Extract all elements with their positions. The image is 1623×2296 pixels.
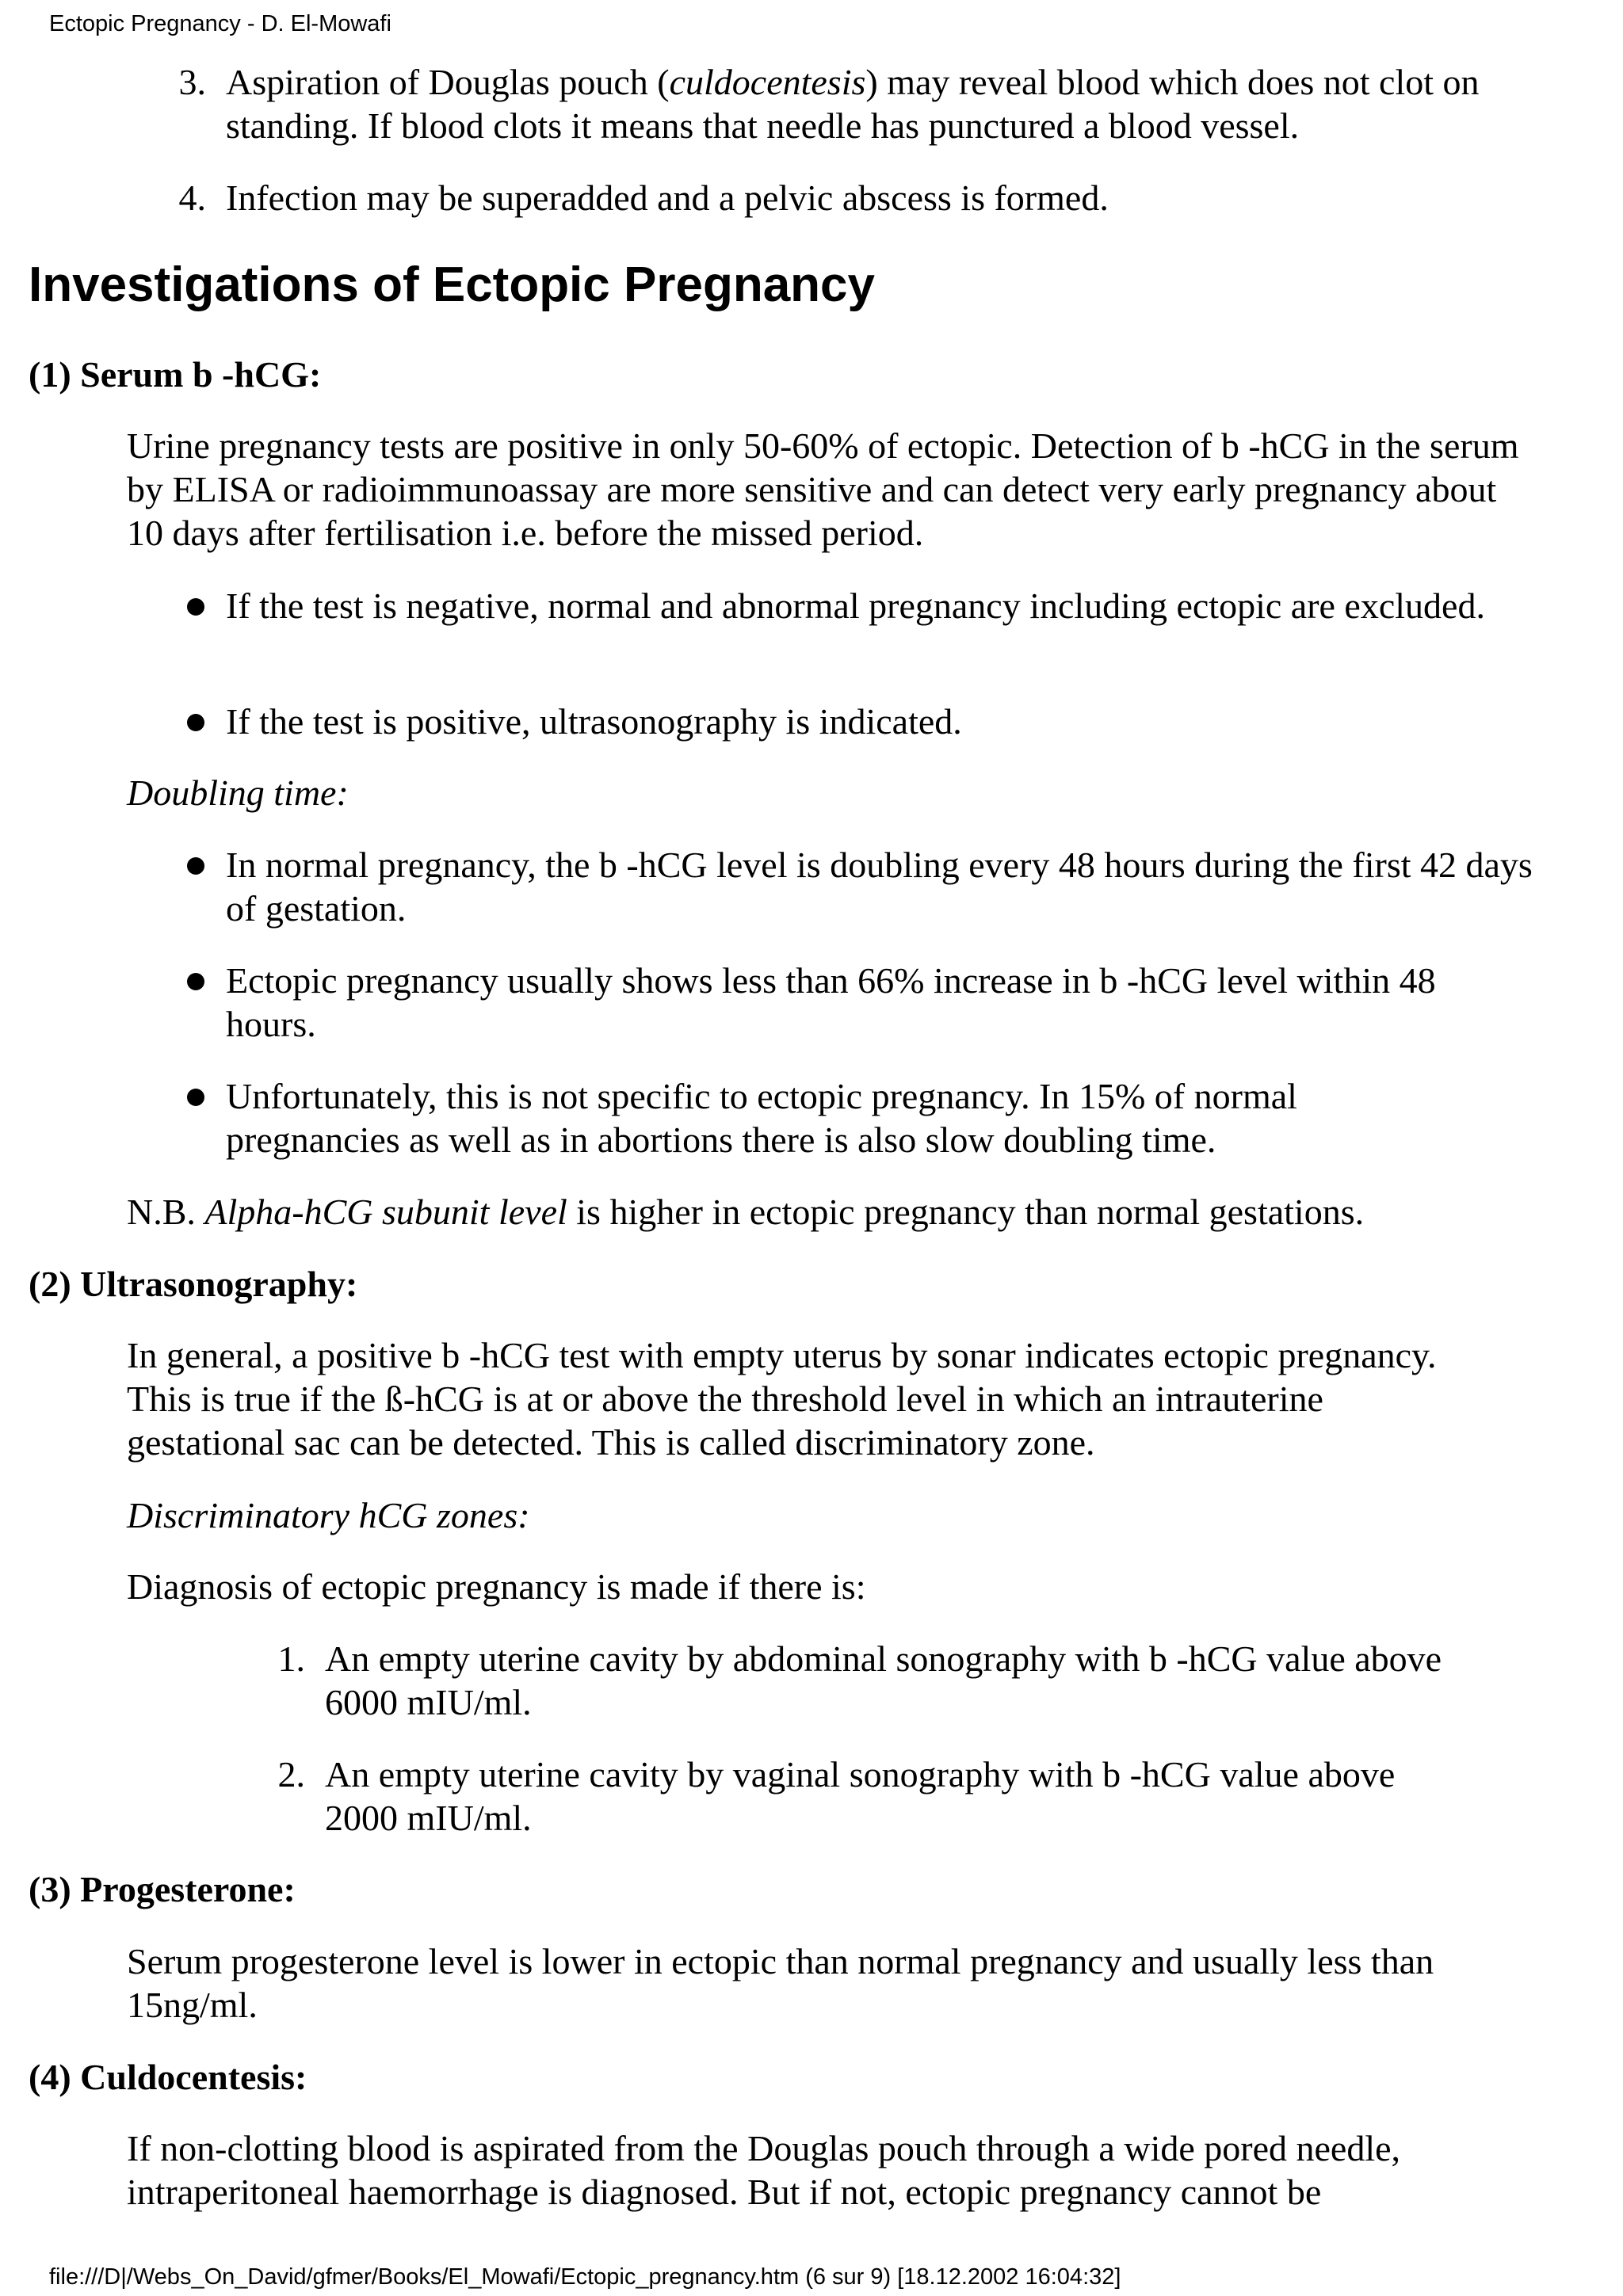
progesterone-paragraph: Serum progesterone level is lower in ectopic than normal pregnancy and usually less than 15ng/ml. [127,1941,1434,2025]
bullet-text: If the test is positive, ultrasonography is indicated. [226,701,962,742]
section-heading-progesterone: (3) Progesterone: [29,1869,296,1909]
list-item-text: Aspiration of Douglas pouch (culdocentesis) may reveal blood which does not clot on standing. If blood clots it means that needle has punctured a blood vessel. [226,62,1480,146]
section-heading-serum: (1) Serum b -hCG: [29,354,322,395]
culdocentesis-paragraph: If non-clotting blood is aspirated from the Douglas pouch through a wide pored needle, intraperitoneal haemorrhage is diagnosed. But if not, ectopic pregnancy cannot be [127,2128,1401,2212]
doubling-time-label: Doubling time: [127,772,349,813]
discriminatory-zones-label: Discriminatory hCG zones: [127,1495,530,1535]
diagnosis-intro: Diagnosis of ectopic pregnancy is made if there is: [127,1566,866,1607]
bullet-text: If the test is negative, normal and abnormal pregnancy including ectopic are excluded. [226,585,1485,626]
bullet-text: Unfortunately, this is not specific to ectopic pregnancy. In 15% of normal pregnancies as well as in abortions there is also slow doubling time. [226,1076,1297,1160]
list-number: 1. [277,1638,305,1679]
section-heading-ultrasonography: (2) Ultrasonography: [29,1264,358,1304]
bullet-icon [187,973,204,990]
bullet-text: In normal pregnancy, the b -hCG level is doubling every 48 hours during the first 42 days of gestation. [226,845,1533,929]
list-number: 4. [178,177,206,218]
bullet-icon [187,1089,204,1106]
culdocentesis-term: culdocentesis [669,62,866,102]
section-heading-culdocentesis: (4) Culdocentesis: [29,2057,307,2097]
list-item-text: Infection may be superadded and a pelvic abscess is formed. [226,177,1109,218]
bullet-icon [187,857,204,875]
bullet-text: Ectopic pregnancy usually shows less than 66% increase in b -hCG level within 48 hours. [226,960,1436,1044]
list-item-text: An empty uterine cavity by abdominal sonography with b -hCG value above 6000 mIU/ml. [325,1638,1442,1722]
print-header: Ectopic Pregnancy - D. El-Mowafi [49,11,391,36]
serum-paragraph: Urine pregnancy tests are positive in only 50-60% of ectopic. Detection of b -hCG in the serum by ELISA or radioimmunoassay are more sensitive and can detect very early pregnancy about 10 days after fertilisation i.e. before the missed period. [127,425,1519,553]
nb-note: N.B. Alpha-hCG subunit level is higher in ectopic pregnancy than normal gestations. [127,1192,1365,1232]
bullet-icon [187,714,204,731]
list-number: 3. [178,62,206,102]
list-item-text: An empty uterine cavity by vaginal sonography with b -hCG value above 2000 mIU/ml. [325,1754,1396,1838]
print-footer-url: file:///D|/Webs_On_David/gfmer/Books/El_Mowafi/Ectopic_pregnancy.htm (6 sur 9) [18.12.2002 16:04:32] [49,2264,1121,2290]
page-title: Investigations of Ectopic Pregnancy [29,257,876,312]
ultrasonography-paragraph: In general, a positive b -hCG test with empty uterus by sonar indicates ectopic pregnancy. This is true if the ß-hCG is at or above the threshold level in which an intrauterine gestational sac can be detected. This is called discriminatory zone. [127,1335,1437,1463]
list-number: 2. [277,1754,305,1794]
bullet-icon [187,598,204,616]
